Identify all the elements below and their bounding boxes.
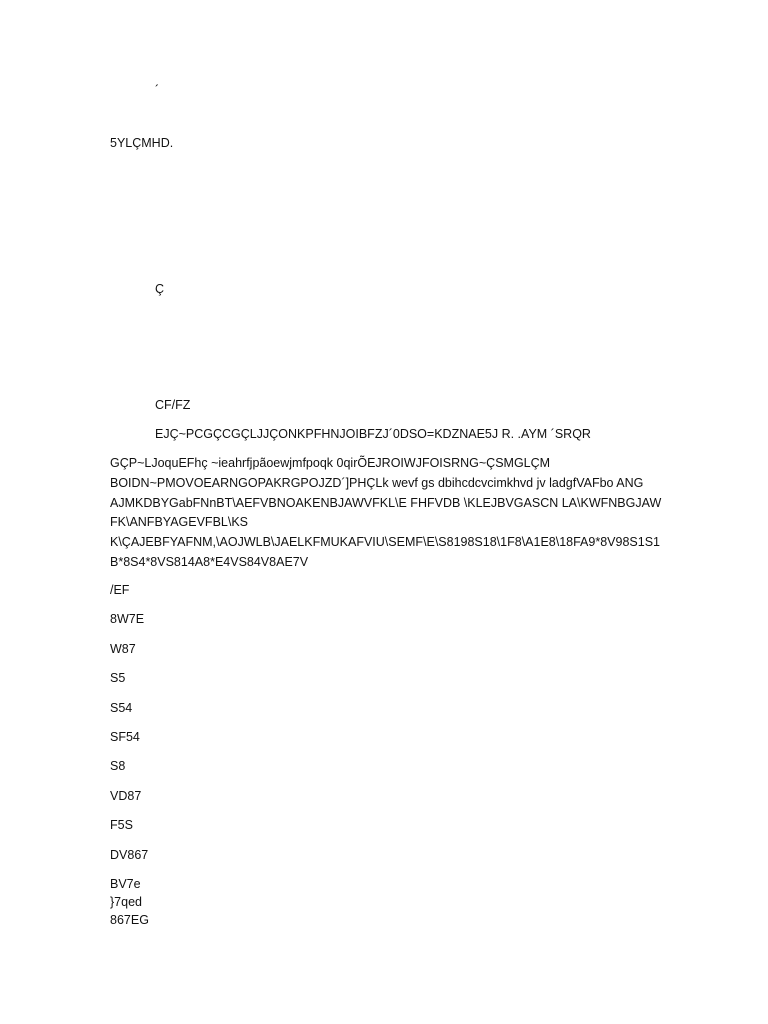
paragraph-line: AJMKDBYGabFNnBT\AEFVBNOAKENBJAWVFKL\E FHFVDB \KLEJBVGASCN LA\KWFNBGJAW	[110, 495, 662, 510]
list-item: 8W7E	[110, 612, 145, 627]
list-item: /EF	[110, 583, 130, 597]
paragraph-line: BOIDN~PMOVOEARNGOPAKRGPOJZD´]PHÇLk wevf gs dbihcdcvcimkhvd jv ladgfVAFbo ANG	[110, 475, 644, 490]
list-item: S54	[110, 700, 133, 715]
symbol-text: Ç	[155, 282, 165, 296]
list-item: S5	[110, 671, 126, 686]
list-item: BV7e	[110, 876, 141, 891]
list-item: S8	[110, 759, 126, 774]
list-item: F5S	[110, 818, 133, 833]
page-heading: 5YLÇMHD.	[110, 136, 174, 150]
list-item: SF54	[110, 729, 140, 744]
paragraph-line: B*8S4*8VS814A8*E4VS84V8AE7V	[110, 554, 309, 569]
paragraph-line: GÇP~LJoquEFhç ~ieahrfjpãoewjmfpoqk 0qirÕEJROIWJFOISRNG~ÇSMGLÇM	[110, 456, 551, 470]
subtitle-text: CF/FZ	[155, 398, 191, 412]
accent-mark: ´	[155, 83, 160, 97]
list-item: }7qed	[110, 894, 142, 909]
body-paragraph	[110, 454, 670, 573]
list-item: W87	[110, 641, 136, 656]
list-item: 867EG	[110, 912, 149, 927]
list-item: VD87	[110, 788, 142, 803]
body-line-1: EJÇ~PCGÇCGÇLJJÇONKPFHNJOIBFZJ´0DSO=KDZNAE5J R. .AYM ´SRQR	[155, 427, 591, 441]
code-list	[110, 582, 149, 930]
paragraph-line: FK\ANFBYAGEVFBL\KS	[110, 515, 249, 530]
list-item: DV867	[110, 847, 149, 862]
paragraph-line: K\ÇAJEBFYAFNM,\AOJWLB\JAELKFMUKAFVIU\SEMF\E\S8198S18\1F8\A1E8\18FA9*8V98S1S1	[110, 535, 660, 550]
